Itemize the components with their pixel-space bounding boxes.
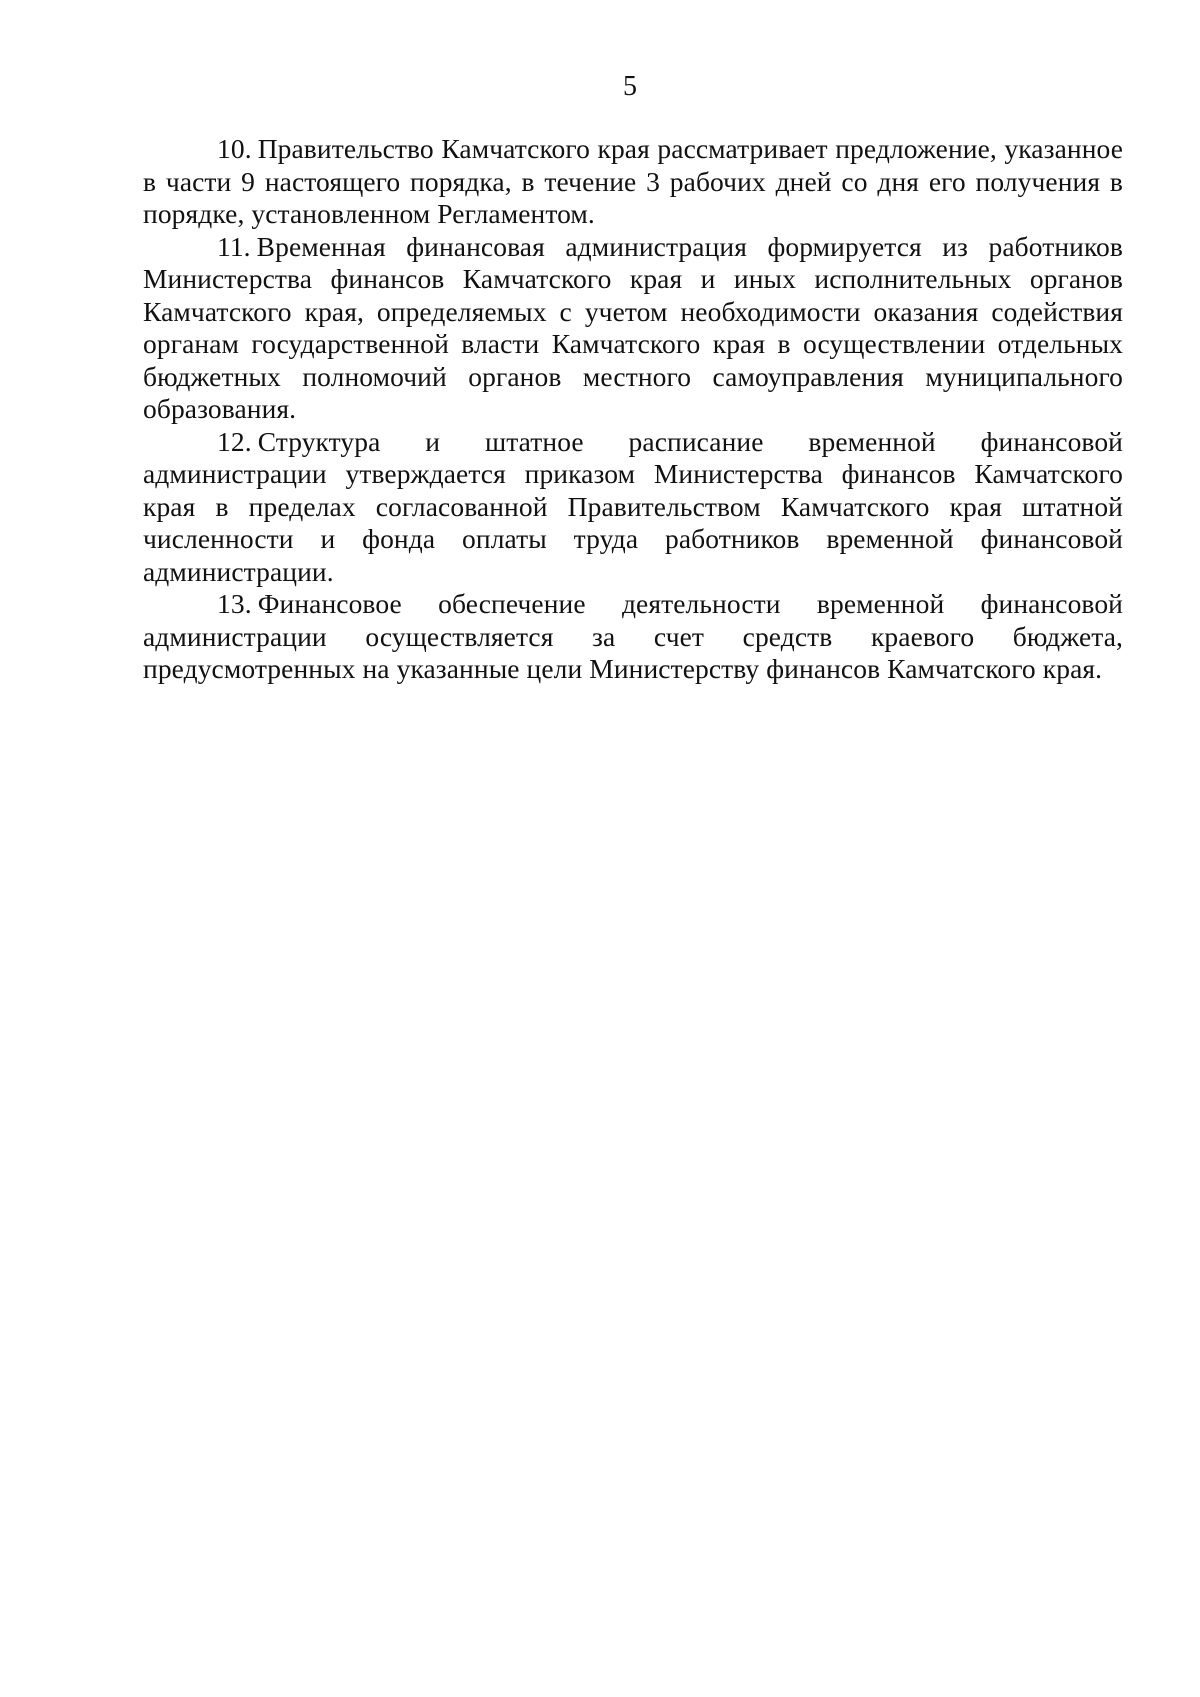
paragraph-text: Финансовое обеспечение деятельности временной финансовой администрации осуществляется за счет средств краевого бюджета, предусмотренных на указанные цели Министерству финансов Камчатского края.: [143, 588, 1123, 684]
paragraph-12: [143, 426, 1123, 589]
paragraph-number: 11.: [217, 230, 251, 262]
paragraph-text: Правительство Камчатского края рассматривает предложение, указанное в части 9 настоящего порядка, в течение 3 рабочих дней со дня его получения в порядке, установленном Регламентом.: [143, 133, 1123, 229]
paragraph-number: 12.: [217, 425, 252, 457]
paragraph-11: [143, 231, 1123, 426]
paragraph-text: Временная финансовая администрация формируется из работников Министерства финансов Камчатского края и иных исполнительных органов Камчатского края, определяемых с учетом необходимости оказания содействия органам государственной власти Камчатского края в осуществлении отдельных бюджетных полномочий органов местного самоуправления муниципального образования.: [143, 230, 1123, 424]
paragraph-number: 10.: [217, 133, 252, 164]
document-body: [143, 133, 1123, 686]
paragraph-10: [143, 133, 1123, 231]
page-number: 5: [623, 71, 637, 102]
paragraph-13: [143, 588, 1123, 686]
paragraph-text: Структура и штатное расписание временной финансовой администрации утверждается приказом Министерства финансов Камчатского края в пределах согласованной Правительством Камчатского края штатной численности и фонда оплаты труда работников временной финансовой администрации.: [143, 425, 1123, 587]
paragraph-number: 13.: [217, 588, 252, 619]
